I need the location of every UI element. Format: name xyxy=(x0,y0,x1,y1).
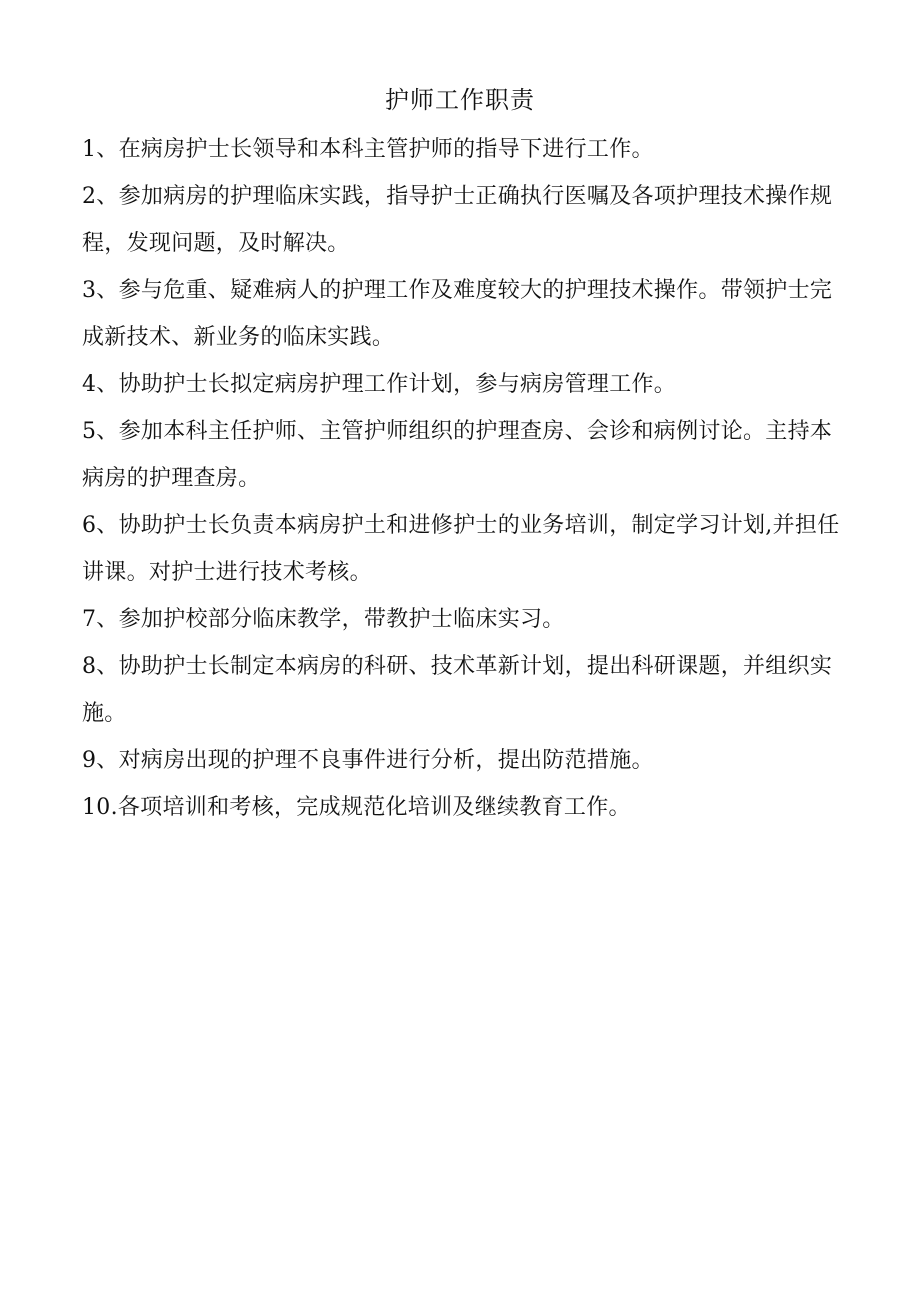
document-title: 护师工作职责 xyxy=(385,86,535,114)
duty-item: 9、对病房出现的护理不良事件进行分析，提出防范措施。 xyxy=(82,748,654,773)
duty-list xyxy=(82,126,852,831)
duty-item: 2、参加病房的护理临床实践，指导护士正确执行医嘱及各项护理技术操作规程，发现问题，及时解决。 xyxy=(82,184,833,256)
duty-item: 5、参加本科主任护师、主管护师组织的护理查房、会诊和病例讨论。主持本病房的护理查房。 xyxy=(82,419,833,491)
duty-item: 7、参加护校部分临床教学，带教护士临床实习。 xyxy=(82,607,565,632)
duty-item: 6、协助护士长负责本病房护土和进修护士的业务培训，制定学习计划,并担任讲课。对护士进行技术考核。 xyxy=(82,513,840,585)
duty-item: 4、协助护士长拟定病房护理工作计划，参与病房管理工作。 xyxy=(82,372,677,397)
duty-item: 10.各项培训和考核，完成规范化培训及继续教育工作。 xyxy=(82,795,631,820)
duty-item: 8、协助护士长制定本病房的科研、技术革新计划，提出科研课题，并组织实施。 xyxy=(82,654,833,726)
duty-item: 3、参与危重、疑难病人的护理工作及难度较大的护理技术操作。带领护士完成新技术、新业务的临床实践。 xyxy=(82,278,833,350)
duty-item: 1、在病房护士长领导和本科主管护师的指导下进行工作。 xyxy=(82,137,654,162)
